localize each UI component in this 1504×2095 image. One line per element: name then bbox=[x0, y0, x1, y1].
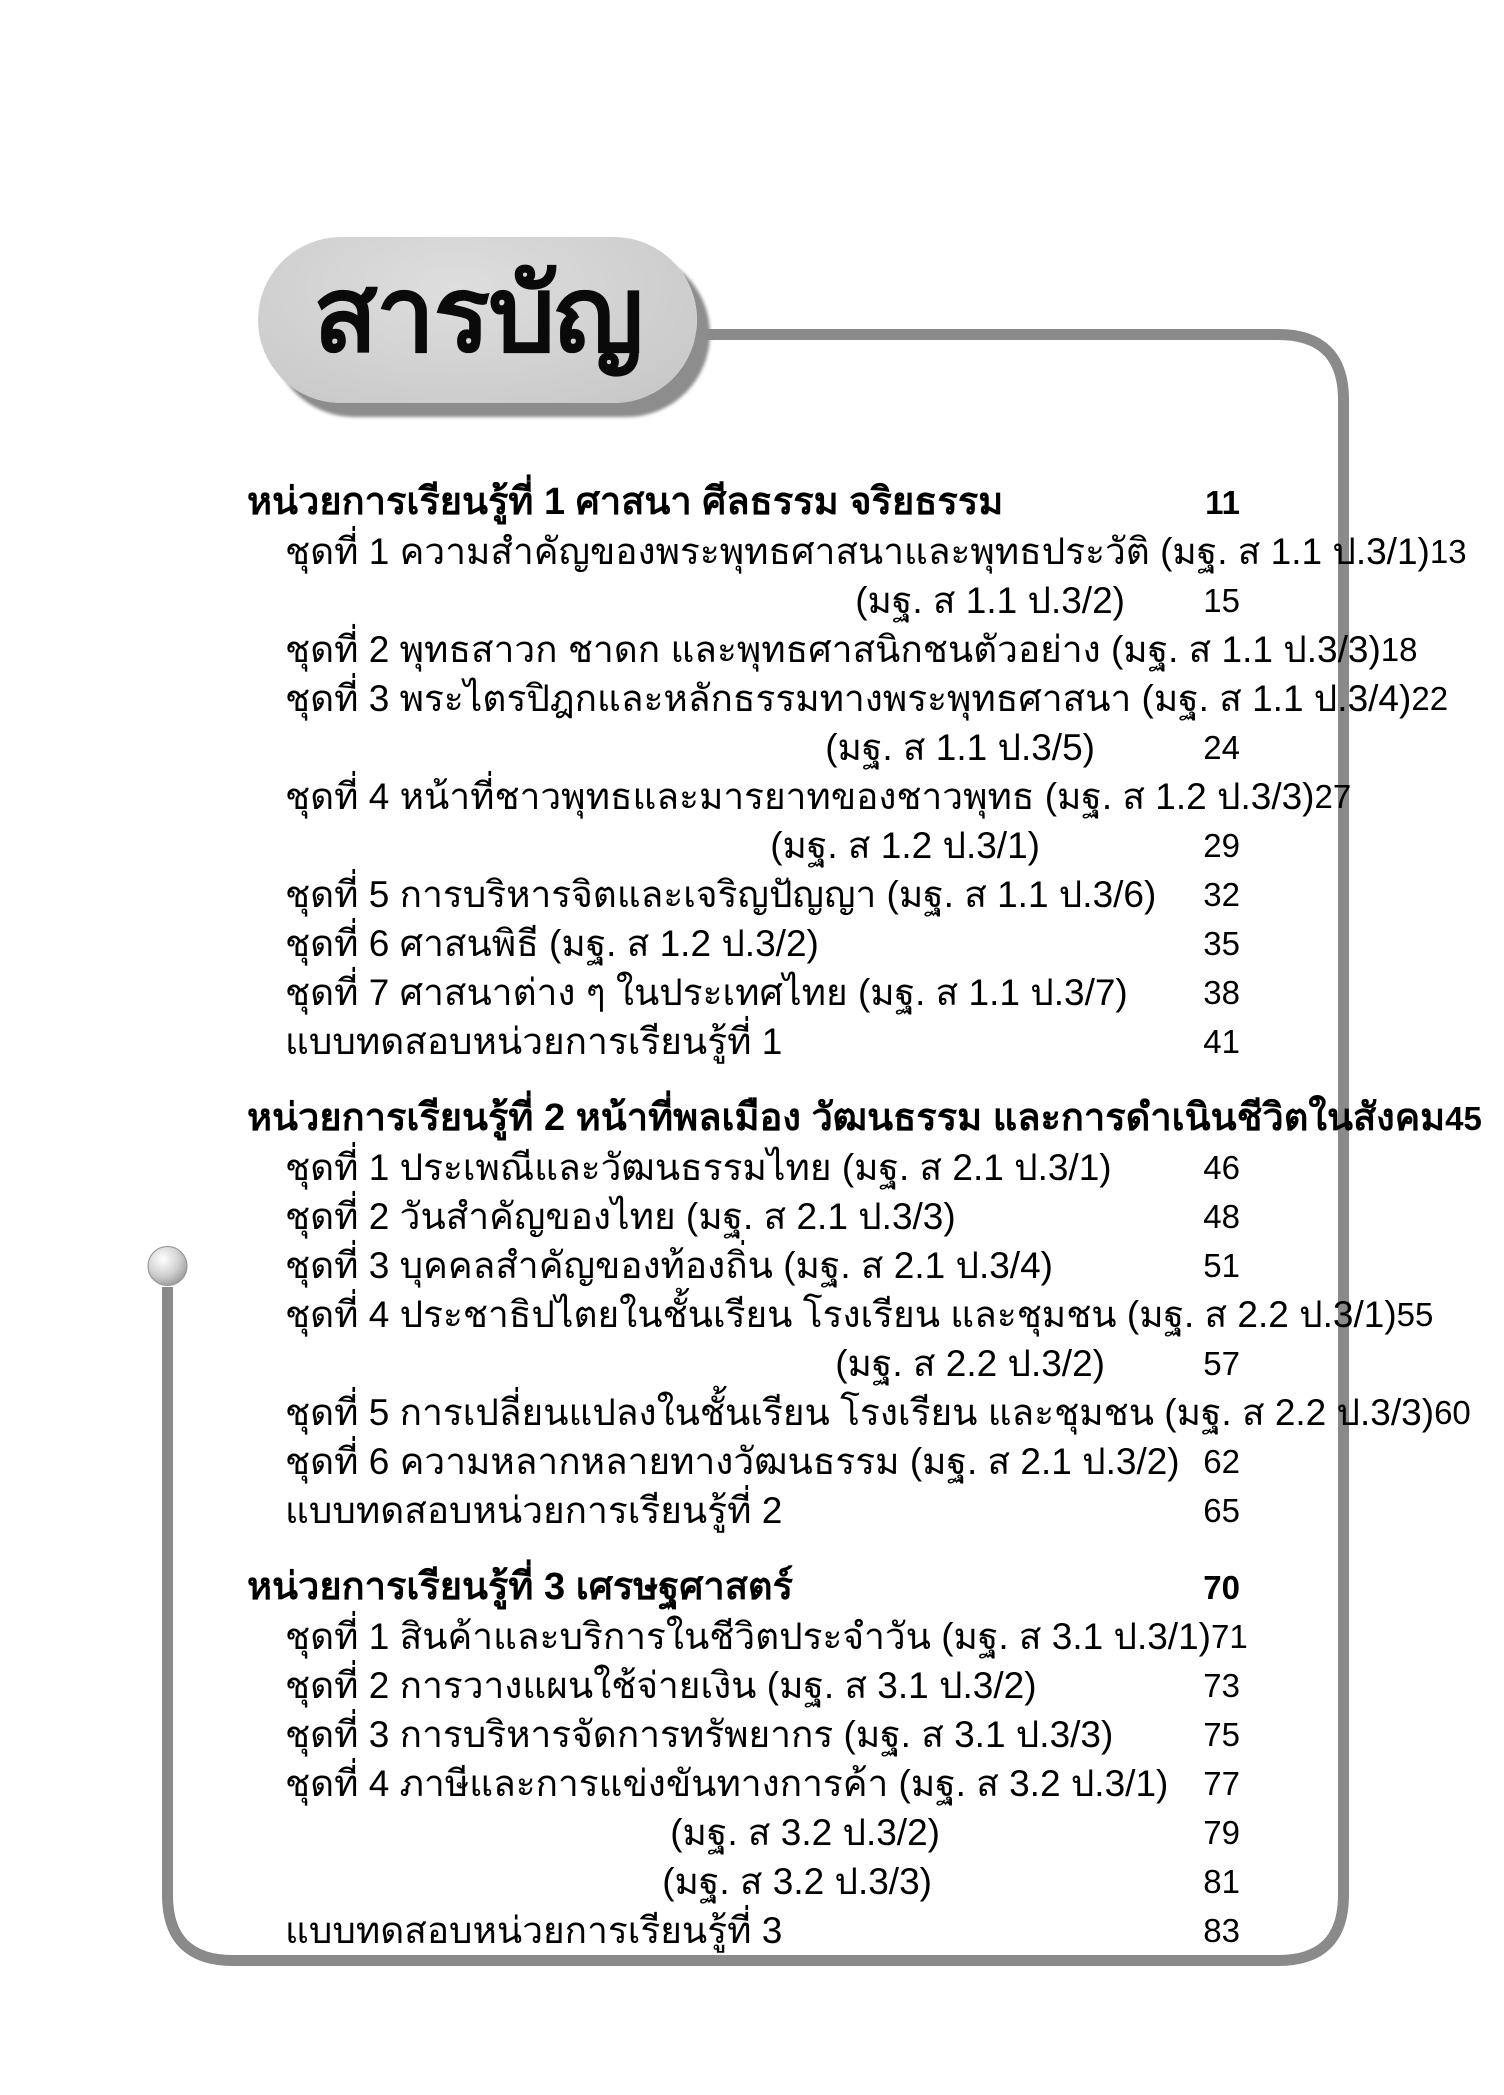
toc-entry-page: 62 bbox=[1203, 1443, 1240, 1480]
toc-entry-page: 57 bbox=[1203, 1345, 1240, 1382]
toc-row bbox=[247, 968, 1240, 1017]
toc-entry-label: ชุดที่ 7 ศาสนาต่าง ๆ ในประเทศไทย (มฐ. ส 1.1 ป.3/7) bbox=[285, 972, 1128, 1013]
toc-section-2 bbox=[247, 1094, 1482, 1535]
toc-section-heading bbox=[247, 478, 1240, 527]
toc-entry-page: 35 bbox=[1203, 925, 1240, 962]
toc-row bbox=[247, 1290, 1434, 1339]
toc-entry-page: 51 bbox=[1203, 1247, 1240, 1284]
toc-entry-page: 55 bbox=[1396, 1296, 1434, 1333]
toc-entry-page: 73 bbox=[1203, 1667, 1240, 1704]
toc-row-unit-test bbox=[247, 1017, 1240, 1066]
toc-entry-page: 32 bbox=[1203, 876, 1240, 913]
toc-entry-page: 24 bbox=[1203, 729, 1240, 766]
toc-entry-label: แบบทดสอบหน่วยการเรียนรู้ที่ 1 bbox=[285, 1021, 783, 1062]
section-title: หน่วยการเรียนรู้ที่ 1 ศาสนา ศีลธรรม จริยธรรม bbox=[247, 481, 1004, 523]
toc-entry-page: 79 bbox=[1203, 1814, 1240, 1851]
toc-entry-page: 15 bbox=[1203, 582, 1240, 619]
toc-entry-label: ชุดที่ 1 ความสำคัญของพระพุทธศาสนาและพุทธประวัติ (มฐ. ส 1.1 ป.3/1) bbox=[285, 531, 1430, 572]
toc-entry-label: ชุดที่ 3 การบริหารจัดการทรัพยากร (มฐ. ส 3.1 ป.3/3) bbox=[285, 1714, 1114, 1755]
toc-entry-label: (มฐ. ส 1.1 ป.3/2) bbox=[855, 580, 1125, 621]
toc-row bbox=[247, 1241, 1240, 1290]
toc-entry-label: (มฐ. ส 1.2 ป.3/1) bbox=[770, 825, 1040, 866]
toc-entry-label: (มฐ. ส 2.2 ป.3/2) bbox=[835, 1343, 1105, 1384]
title-box bbox=[258, 237, 697, 403]
toc-entry-label: ชุดที่ 4 ภาษีและการแข่งขันทางการค้า (มฐ. ส 3.2 ป.3/1) bbox=[285, 1763, 1169, 1804]
toc-row-continuation bbox=[247, 1857, 1240, 1906]
toc-entry-page: 60 bbox=[1434, 1394, 1471, 1431]
toc-row-continuation bbox=[247, 1339, 1240, 1388]
toc-section-3 bbox=[247, 1563, 1248, 1955]
toc-row bbox=[247, 919, 1240, 968]
toc-entry-page: 83 bbox=[1203, 1912, 1240, 1949]
toc-entry-label: ชุดที่ 1 สินค้าและบริการในชีวิตประจำวัน (มฐ. ส 3.1 ป.3/1) bbox=[285, 1616, 1211, 1657]
toc-row-unit-test bbox=[247, 1906, 1240, 1955]
toc-row-continuation bbox=[247, 1808, 1240, 1857]
toc-entry-page: 71 bbox=[1210, 1618, 1248, 1655]
toc-entry-label: ชุดที่ 5 การบริหารจิตและเจริญปัญญา (มฐ. ส 1.1 ป.3/6) bbox=[285, 874, 1157, 915]
section-page-number: 11 bbox=[1205, 484, 1240, 521]
toc-row bbox=[247, 1437, 1240, 1486]
toc-row bbox=[247, 1661, 1240, 1710]
toc-entry-page: 27 bbox=[1314, 778, 1352, 815]
toc-entry-label: แบบทดสอบหน่วยการเรียนรู้ที่ 3 bbox=[285, 1910, 783, 1951]
toc-entry-label: ชุดที่ 3 บุคคลสำคัญของท้องถิ่น (มฐ. ส 2.1 ป.3/4) bbox=[285, 1245, 1053, 1286]
toc-row bbox=[247, 1612, 1248, 1661]
toc-section-1 bbox=[247, 478, 1467, 1066]
toc-row bbox=[247, 1192, 1240, 1241]
section-page-number: 45 bbox=[1445, 1100, 1482, 1137]
toc-row-unit-test bbox=[247, 1486, 1240, 1535]
toc-row bbox=[247, 1710, 1240, 1759]
toc-entry-label: ชุดที่ 4 หน้าที่ชาวพุทธและมารยาทของชาวพุทธ (มฐ. ส 1.2 ป.3/3) bbox=[285, 776, 1315, 817]
toc-row bbox=[247, 527, 1467, 576]
toc-row-continuation bbox=[247, 723, 1240, 772]
table-of-contents bbox=[247, 478, 1482, 1955]
toc-entry-label: ชุดที่ 2 วันสำคัญของไทย (มฐ. ส 2.1 ป.3/3) bbox=[285, 1196, 956, 1237]
toc-entry-label: ชุดที่ 1 ประเพณีและวัฒนธรรมไทย (มฐ. ส 2.1 ป.3/1) bbox=[285, 1147, 1112, 1188]
toc-section-heading bbox=[247, 1563, 1240, 1612]
toc-row bbox=[247, 674, 1449, 723]
toc-entry-page: 77 bbox=[1203, 1765, 1240, 1802]
section-title: หน่วยการเรียนรู้ที่ 3 เศรษฐศาสตร์ bbox=[247, 1566, 794, 1608]
toc-section-heading bbox=[247, 1094, 1482, 1143]
toc-entry-label: (มฐ. ส 3.2 ป.3/3) bbox=[662, 1861, 932, 1902]
section-title: หน่วยการเรียนรู้ที่ 2 หน้าที่พลเมือง วัฒนธรรม และการดำเนินชีวิตในสังคม bbox=[247, 1097, 1446, 1139]
toc-entry-page: 81 bbox=[1203, 1863, 1240, 1900]
frame-ball-icon bbox=[148, 1247, 187, 1286]
toc-entry-page: 65 bbox=[1203, 1492, 1240, 1529]
toc-entry-label: (มฐ. ส 3.2 ป.3/2) bbox=[670, 1812, 940, 1853]
toc-entry-label: ชุดที่ 3 พระไตรปิฎกและหลักธรรมทางพระพุทธศาสนา (มฐ. ส 1.1 ป.3/4) bbox=[285, 678, 1412, 719]
toc-entry-page: 18 bbox=[1380, 631, 1418, 668]
toc-row bbox=[247, 1388, 1471, 1437]
toc-entry-label: (มฐ. ส 1.1 ป.3/5) bbox=[825, 727, 1095, 768]
toc-entry-label: ชุดที่ 4 ประชาธิปไตยในชั้นเรียน โรงเรียน และชุมชน (มฐ. ส 2.2 ป.3/1) bbox=[285, 1294, 1397, 1335]
toc-row bbox=[247, 870, 1240, 919]
toc-row bbox=[247, 772, 1352, 821]
toc-entry-label: ชุดที่ 5 การเปลี่ยนแปลงในชั้นเรียน โรงเรียน และชุมชน (มฐ. ส 2.2 ป.3/3) bbox=[285, 1392, 1435, 1433]
page-title: สารบัญ bbox=[313, 256, 642, 374]
section-page-number: 70 bbox=[1203, 1569, 1240, 1606]
toc-entry-page: 29 bbox=[1203, 827, 1240, 864]
toc-row bbox=[247, 625, 1418, 674]
toc-row-continuation bbox=[247, 821, 1240, 870]
toc-entry-page: 38 bbox=[1203, 974, 1240, 1011]
toc-entry-page: 13 bbox=[1429, 533, 1467, 570]
toc-entry-page: 48 bbox=[1203, 1198, 1240, 1235]
toc-entry-label: ชุดที่ 2 การวางแผนใช้จ่ายเงิน (มฐ. ส 3.1 ป.3/2) bbox=[285, 1665, 1037, 1706]
toc-row-continuation bbox=[247, 576, 1240, 625]
toc-entry-label: แบบทดสอบหน่วยการเรียนรู้ที่ 2 bbox=[285, 1490, 783, 1531]
toc-entry-label: ชุดที่ 2 พุทธสาวก ชาดก และพุทธศาสนิกชนตัวอย่าง (มฐ. ส 1.1 ป.3/3) bbox=[285, 629, 1381, 670]
toc-entry-label: ชุดที่ 6 ความหลากหลายทางวัฒนธรรม (มฐ. ส 2.1 ป.3/2) bbox=[285, 1441, 1180, 1482]
toc-entry-page: 46 bbox=[1203, 1149, 1240, 1186]
toc-entry-page: 22 bbox=[1411, 680, 1449, 717]
toc-row bbox=[247, 1143, 1240, 1192]
toc-entry-label: ชุดที่ 6 ศาสนพิธี (มฐ. ส 1.2 ป.3/2) bbox=[285, 923, 819, 964]
toc-entry-page: 41 bbox=[1203, 1023, 1240, 1060]
toc-entry-page: 75 bbox=[1203, 1716, 1240, 1753]
toc-row bbox=[247, 1759, 1240, 1808]
